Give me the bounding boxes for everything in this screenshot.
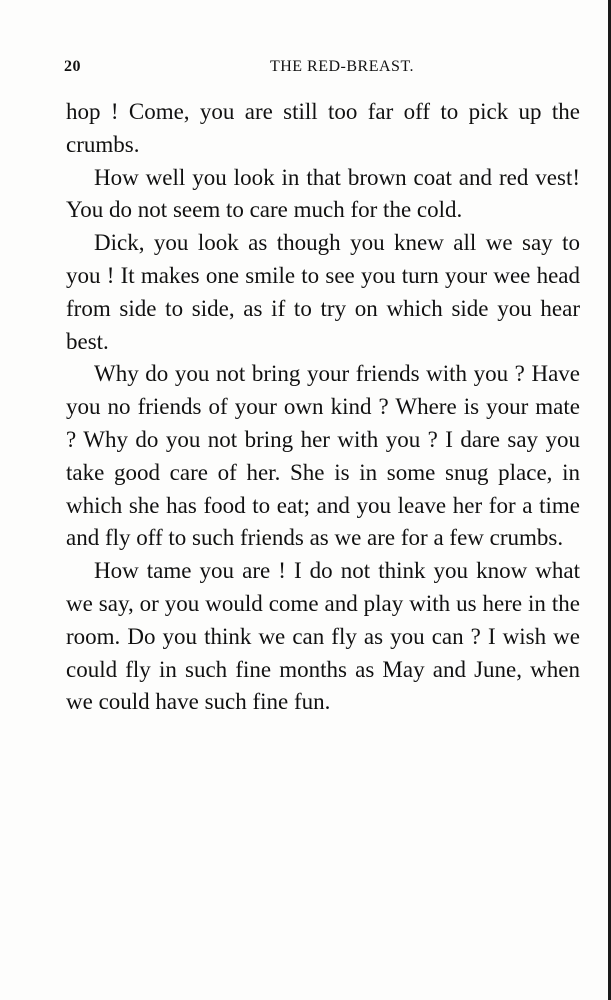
paragraph-4: Why do you not bring your friends with you ? Have you no friends of your own kind ? Where is your mate ? Why do you not bring her with you ? I dare say you take good care of her. She is in some snug place, in which she has food to eat; and you leave her for a time and fly off to such friends as we are for a few crumbs. — [66, 361, 580, 551]
paragraph-1: hop ! Come, you are still too far off to pick up the crumbs. — [66, 99, 580, 157]
paragraph-3: Dick, you look as though you knew all we say to you ! It makes one smile to see you turn your wee head from side to side, as if to try on which side you hear best. — [66, 230, 580, 354]
running-title: THE RED-BREAST. — [269, 58, 415, 75]
paragraph-2: How well you look in that brown coat and red vest! You do not seem to care much for the cold. — [66, 164, 580, 223]
body-text — [66, 96, 580, 719]
running-head — [64, 58, 580, 78]
paragraph-5: How tame you are ! I do not think you know what we say, or you would come and play with us here in the room. Do you think we can fly as you can ? I wish we could fly in such fine months as May and June, when we could have such fine fun. — [66, 558, 580, 715]
page-number: 20 — [64, 58, 81, 75]
